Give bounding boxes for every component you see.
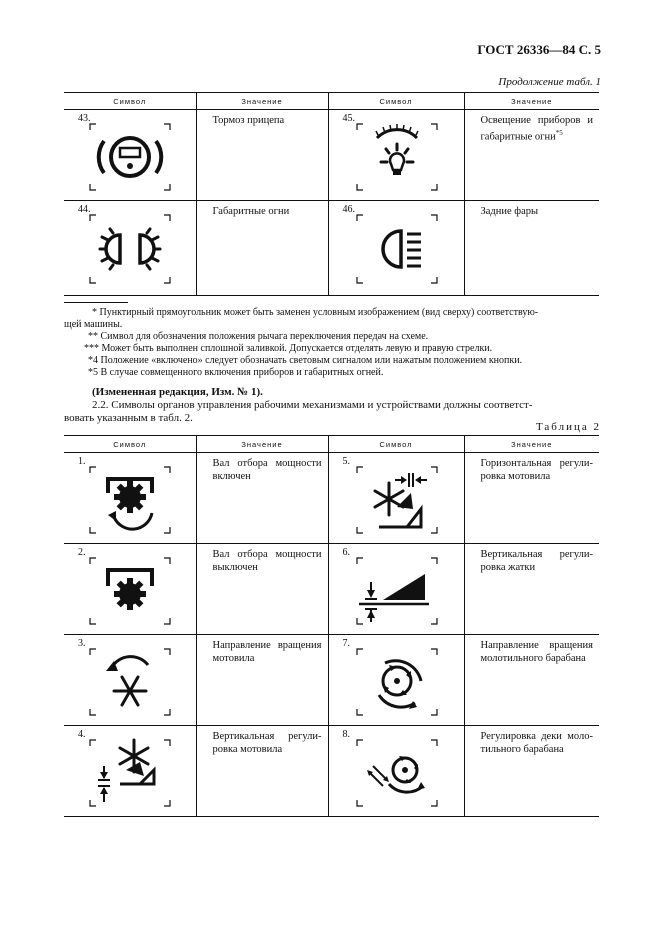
meaning-cell: [464, 635, 599, 726]
symbol-number: 43.: [78, 113, 91, 124]
symbol-number: 8.: [342, 729, 350, 740]
column-header: Символ: [328, 93, 464, 110]
rear-lights-icon: [329, 201, 465, 295]
symbol-number: 5.: [342, 456, 350, 467]
footnote-1-cont: щей машины.: [64, 319, 123, 330]
table-row: [64, 201, 599, 296]
meaning-cell: [196, 726, 328, 817]
footnote-4: *4 Положение «включено» следует обозначать световым сигналом или нажатым положением кнопки.: [88, 355, 523, 366]
symbol-cell: [64, 453, 196, 544]
column-header: Символ: [328, 436, 464, 453]
table-header-row: [64, 93, 599, 110]
table-row: [64, 453, 599, 544]
symbols-table-2: [64, 435, 599, 817]
meaning-text: Горизонтальная регули-ровка мотовила: [480, 458, 593, 482]
meaning-cell: [464, 544, 599, 635]
meaning-text: [465, 110, 600, 144]
meaning-cell: [464, 110, 599, 201]
meaning-text: Габаритные огни: [212, 206, 290, 217]
meaning-cell: [196, 110, 328, 201]
amendment-note: (Измененная редакция, Изм. № 1).: [92, 386, 263, 398]
meaning-text: Вертикальная регули-ровка мотовила: [212, 731, 322, 755]
paragraph-line-2: вовать указанным в табл. 2.: [64, 412, 193, 424]
meaning-text: Регулировка деки моло-тильного барабана: [480, 731, 593, 755]
meaning-text: Задние фары: [480, 206, 539, 217]
footnote-2: ** Символ для обозначения положения рычага переключения передач на схеме.: [88, 331, 429, 342]
column-header: Значение: [196, 436, 328, 453]
meaning-cell: [196, 201, 328, 296]
footnote-1: * Пунктирный прямоугольник может быть заменен условным изображением (вид сверху) соответствую-: [92, 307, 539, 318]
symbol-cell: [64, 726, 196, 817]
page-header: ГОСТ 26336—84 С. 5: [477, 42, 601, 57]
paragraph-line-1: 2.2. Символы органов управления рабочими механизмами и устройствами должны соответст-: [92, 399, 533, 411]
meaning-cell: [196, 635, 328, 726]
meaning-label: Освещение приборов и габаритные огни: [480, 115, 593, 143]
symbol-cell: [328, 453, 464, 544]
meaning-text: Вал отбора мощности включен: [212, 458, 322, 482]
symbol-cell: [64, 544, 196, 635]
table-2-label: Таблица 2: [535, 421, 601, 433]
table-row: [64, 635, 599, 726]
symbol-number: 45.: [342, 113, 355, 124]
symbol-number: 1.: [78, 456, 86, 467]
table-header-row: [64, 436, 599, 453]
meaning-text: Вертикальная регули-ровка жатки: [480, 549, 593, 573]
meaning-cell: [464, 726, 599, 817]
symbol-cell: [64, 110, 196, 201]
symbol-number: 2.: [78, 547, 86, 558]
table-continuation-label: Продолжение табл. 1: [498, 76, 601, 88]
meaning-cell: [464, 453, 599, 544]
symbol-number: 46.: [342, 204, 355, 215]
footnote-3: *** Может быть выполнен сплошной заливкой. Допускается отделять левую и правую стрелки.: [84, 343, 493, 354]
column-header: Символ: [64, 436, 196, 453]
table-row: [64, 110, 599, 201]
meaning-text: Направление вращения молотильного барабана: [480, 640, 593, 664]
column-header: Значение: [464, 436, 599, 453]
footnote-marker: *5: [555, 129, 563, 137]
footnote-5: *5 В случае совмещенного включения приборов и габаритных огней.: [88, 367, 384, 378]
symbol-cell: [64, 635, 196, 726]
position-lights-icon: [64, 201, 196, 295]
column-header: Значение: [196, 93, 328, 110]
table-row: [64, 726, 599, 817]
table-row: [64, 544, 599, 635]
symbol-number: 3.: [78, 638, 86, 649]
meaning-text: Вал отбора мощности выключен: [212, 549, 322, 573]
symbol-cell: [328, 201, 464, 296]
symbol-number: 7.: [342, 638, 350, 649]
symbol-cell: [328, 726, 464, 817]
column-header: Значение: [464, 93, 599, 110]
symbol-number: 44.: [78, 204, 91, 215]
symbol-cell: [328, 635, 464, 726]
symbol-cell: [328, 110, 464, 201]
column-header: Символ: [64, 93, 196, 110]
meaning-text: Направление вращения мотовила: [212, 640, 322, 664]
meaning-cell: [196, 453, 328, 544]
meaning-text: Тормоз прицепа: [212, 115, 285, 126]
symbols-table-1: [64, 92, 599, 296]
symbol-cell: [328, 544, 464, 635]
footnote-separator: [64, 302, 128, 303]
symbol-cell: [64, 201, 196, 296]
meaning-cell: [464, 201, 599, 296]
symbol-number: 6.: [342, 547, 350, 558]
meaning-cell: [196, 544, 328, 635]
symbol-number: 4.: [78, 729, 86, 740]
